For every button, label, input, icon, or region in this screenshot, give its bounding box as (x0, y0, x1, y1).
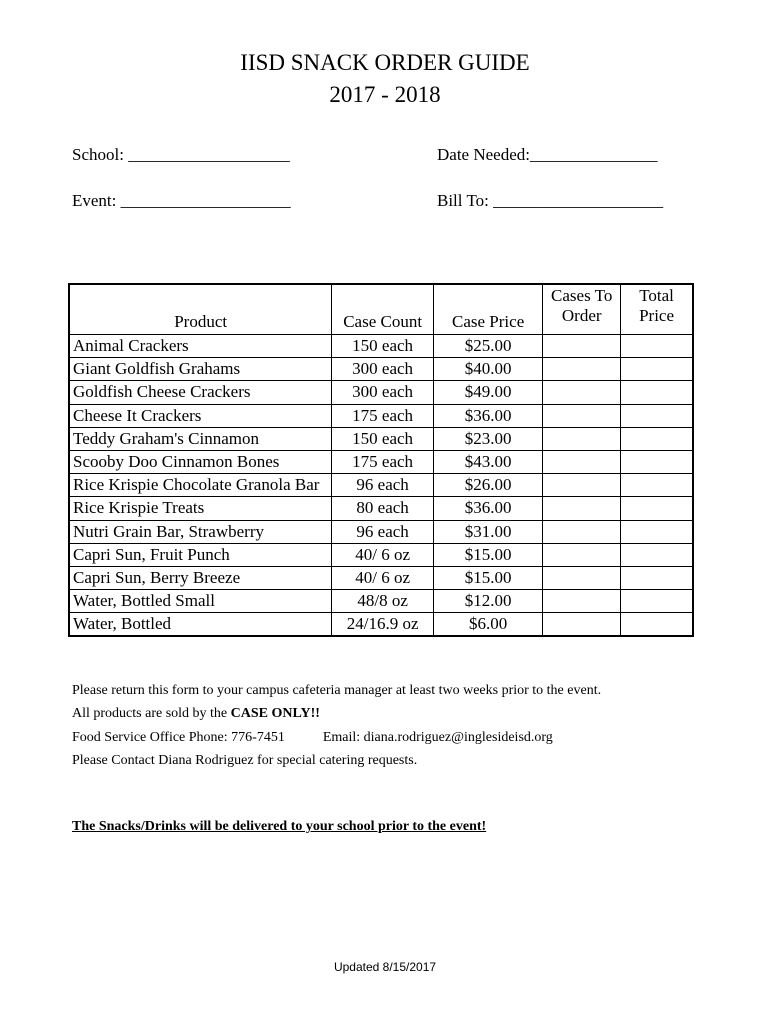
updated-date: Updated 8/15/2017 (333, 960, 437, 974)
case-price-cell: $31.00 (433, 520, 542, 543)
cases-to-order-cell[interactable] (543, 520, 621, 543)
header-total-price-line1: Total (639, 286, 674, 305)
event-field[interactable]: Event: ____________________ (72, 191, 291, 210)
catering-note: Please Contact Diana Rodriguez for special catering requests. (72, 752, 418, 768)
table-row (69, 381, 693, 404)
total-price-cell[interactable] (621, 427, 693, 450)
table-row (69, 358, 693, 381)
product-cell: Giant Goldfish Grahams (69, 358, 332, 381)
school-field[interactable]: School: ___________________ (72, 145, 290, 164)
table-row (69, 404, 693, 427)
case-price-cell: $25.00 (433, 335, 542, 358)
delivery-notice: The Snacks/Drinks will be delivered to your school prior to the event! (72, 819, 487, 834)
header-case-count: Case Count (332, 284, 434, 335)
case-price-cell: $36.00 (433, 497, 542, 520)
table-row (69, 474, 693, 497)
table-row (69, 335, 693, 358)
cases-to-order-cell[interactable] (543, 450, 621, 473)
product-cell: Scooby Doo Cinnamon Bones (69, 450, 332, 473)
table-row (69, 497, 693, 520)
table-row (69, 543, 693, 566)
product-cell: Capri Sun, Berry Breeze (69, 566, 332, 589)
cases-to-order-cell[interactable] (543, 474, 621, 497)
case-price-cell: $6.00 (433, 613, 542, 637)
product-cell: Nutri Grain Bar, Strawberry (69, 520, 332, 543)
total-price-cell[interactable] (621, 543, 693, 566)
case-price-cell: $40.00 (433, 358, 542, 381)
case-only-prefix: All products are sold by the (72, 706, 231, 722)
product-cell: Capri Sun, Fruit Punch (69, 543, 332, 566)
document-title: IISD SNACK ORDER GUIDE (240, 50, 530, 75)
product-cell: Rice Krispie Treats (69, 497, 332, 520)
total-price-cell[interactable] (621, 381, 693, 404)
total-price-cell[interactable] (621, 474, 693, 497)
case-count-cell: 150 each (332, 427, 434, 450)
case-price-cell: $12.00 (433, 590, 542, 613)
product-cell: Animal Crackers (69, 335, 332, 358)
cases-to-order-cell[interactable] (543, 427, 621, 450)
total-price-cell[interactable] (621, 613, 693, 637)
instructions (72, 679, 601, 772)
cases-to-order-cell[interactable] (543, 381, 621, 404)
product-cell: Water, Bottled (69, 613, 332, 637)
product-cell: Rice Krispie Chocolate Granola Bar (69, 474, 332, 497)
return-instruction: Please return this form to your campus cafeteria manager at least two weeks prior to the event. (72, 683, 602, 698)
case-price-cell: $36.00 (433, 404, 542, 427)
header-total-price (621, 284, 693, 335)
header-case-price: Case Price (433, 284, 542, 335)
case-price-cell: $15.00 (433, 543, 542, 566)
header-cases-to-order-line2: Order (561, 306, 602, 325)
case-count-cell: 175 each (332, 450, 434, 473)
case-count-cell: 40/ 6 oz (332, 566, 434, 589)
document-year: 2017 - 2018 (329, 82, 441, 107)
total-price-cell[interactable] (621, 520, 693, 543)
header-product: Product (69, 284, 332, 335)
case-count-cell: 24/16.9 oz (332, 613, 434, 637)
cases-to-order-cell[interactable] (543, 497, 621, 520)
contact-line (72, 726, 601, 749)
case-price-cell: $26.00 (433, 474, 542, 497)
product-cell: Water, Bottled Small (69, 590, 332, 613)
total-price-cell[interactable] (621, 404, 693, 427)
case-count-cell: 300 each (332, 381, 434, 404)
table-row (69, 427, 693, 450)
contact-email: Email: diana.rodriguez@inglesideisd.org (322, 729, 553, 745)
case-count-cell: 300 each (332, 358, 434, 381)
total-price-cell[interactable] (621, 497, 693, 520)
case-price-cell: $23.00 (433, 427, 542, 450)
table-header-row (69, 284, 693, 335)
bill-to-field[interactable]: Bill To: ____________________ (437, 191, 664, 210)
cases-to-order-cell[interactable] (543, 566, 621, 589)
product-cell: Cheese It Crackers (69, 404, 332, 427)
cases-to-order-cell[interactable] (543, 358, 621, 381)
total-price-cell[interactable] (621, 590, 693, 613)
cases-to-order-cell[interactable] (543, 613, 621, 637)
case-count-cell: 96 each (332, 474, 434, 497)
case-count-cell: 175 each (332, 404, 434, 427)
cases-to-order-cell[interactable] (543, 543, 621, 566)
product-cell: Teddy Graham's Cinnamon (69, 427, 332, 450)
header-cases-to-order (543, 284, 621, 335)
case-price-cell: $43.00 (433, 450, 542, 473)
date-needed-field[interactable]: Date Needed:_______________ (437, 145, 658, 164)
office-phone: Food Service Office Phone: 776-7451 (72, 729, 285, 745)
total-price-cell[interactable] (621, 335, 693, 358)
table-row (69, 450, 693, 473)
header-total-price-line2: Price (639, 306, 675, 325)
header-cases-to-order-line1: Cases To (551, 286, 613, 305)
total-price-cell[interactable] (621, 566, 693, 589)
table-row (69, 520, 693, 543)
case-count-cell: 40/ 6 oz (332, 543, 434, 566)
cases-to-order-cell[interactable] (543, 335, 621, 358)
product-cell: Goldfish Cheese Crackers (69, 381, 332, 404)
case-only-note (72, 702, 601, 725)
case-count-cell: 80 each (332, 497, 434, 520)
total-price-cell[interactable] (621, 450, 693, 473)
case-price-cell: $49.00 (433, 381, 542, 404)
cases-to-order-cell[interactable] (543, 590, 621, 613)
table-row (69, 613, 693, 637)
total-price-cell[interactable] (621, 358, 693, 381)
case-count-cell: 96 each (332, 520, 434, 543)
case-only-emphasis: CASE ONLY!! (230, 706, 320, 722)
case-price-cell: $15.00 (433, 566, 542, 589)
cases-to-order-cell[interactable] (543, 404, 621, 427)
snack-order-table (68, 283, 694, 637)
table-row (69, 590, 693, 613)
case-count-cell: 150 each (332, 335, 434, 358)
case-count-cell: 48/8 oz (332, 590, 434, 613)
table-row (69, 566, 693, 589)
